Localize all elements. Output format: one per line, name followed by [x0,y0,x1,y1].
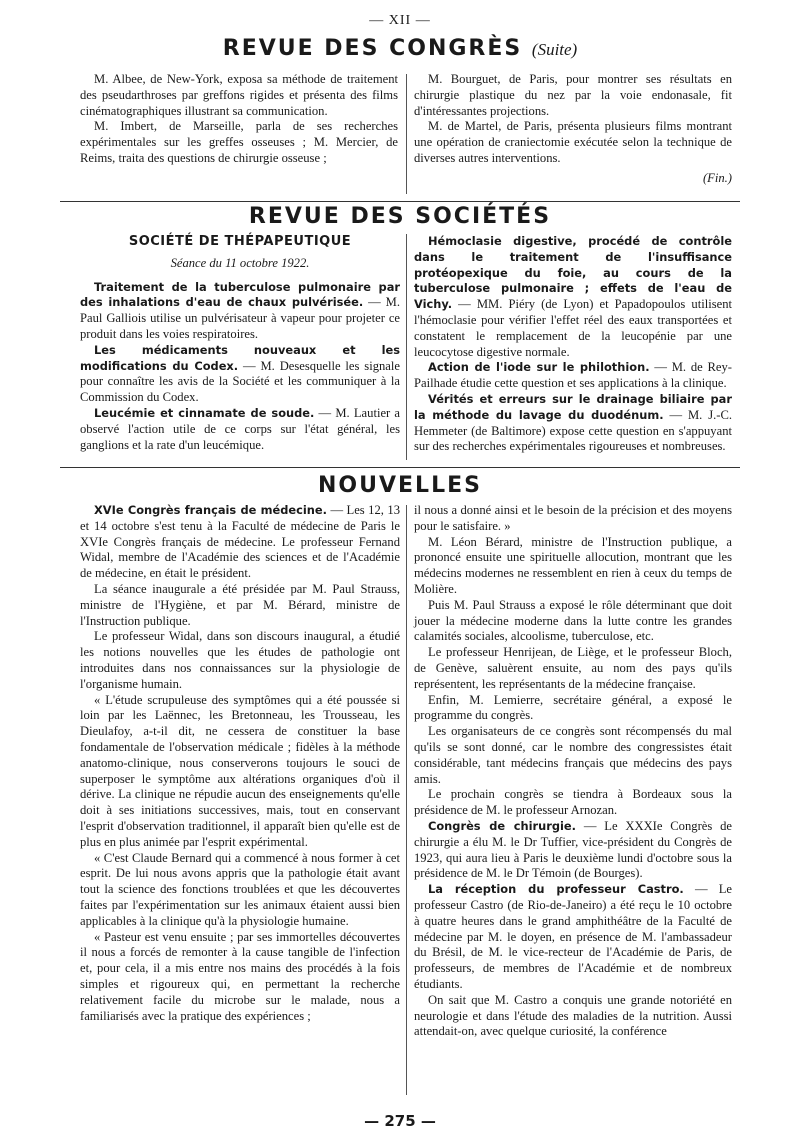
paragraph-text: Enfin, M. Lemierre, secrétaire général, a exposé le programme du congrès. [414,692,732,723]
paragraph [414,993,732,1040]
paragraph-text: Le professeur Widal, dans son discours inaugural, a étudié les notions nouvelles que les études de pathologie ont introduites dans nos connaissances sur la physiologie de l'organisme humain. [80,629,400,691]
paragraph-text: — M. Paul Galliois utilise un pulvérisateur à vapeur pour projeter ce produit dans les voies respiratoires. [80,295,400,341]
paragraph: M. Bourguet, de Paris, pour montrer ses résultats en chirurgie plastique du nez par la voie endonasale, fit d'intéressantes projections. [414,72,732,118]
paragraph-text: Le professeur Henrijean, de Liège, et le professeur Bloch, de Genève, saluèrent ensuite, au nom des pays qu'ils représentent, les représentants de la médecine française. [414,645,732,691]
paragraph-heading: Traitement de la tuberculose pulmonaire par des inhalations d'eau de chaux pulvérisée. [80,279,400,310]
paragraph [414,234,732,360]
paragraph-heading: Leucémie et cinnamate de soude. [94,405,315,420]
nouvelles-title: NOUVELLES [318,473,482,498]
paragraph-text: — M. de Rey-Pailhade étudie cette question et ses applications à la clinique. [414,360,732,391]
paragraph-heading: Les médicaments nouveaux et les modifications du Codex. [80,342,400,373]
paragraph: M. Albee, de New-York, exposa sa méthode de traitement des pseudarthroses par greffons rigides et présenta des films cinématographiques illustrant sa communication. [80,72,398,118]
paragraph: M. de Martel, de Paris, présenta plusieurs films montrant une opération de craniectomie exécutée selon la technique de diverses autres interventions. [414,119,732,165]
paragraph [414,819,732,882]
paragraph-text: « Pasteur est venu ensuite ; par ses immortelles découvertes il nous a forcés de remonter à la cause tangible de l'infection et, pour cela, il a mis entre nos mains des procédés à la fois simples et rigoureux qui, en permettant la recherche relativement facile du microbe sur le malade, nous a familiarisés avec la pratique des expériences ; [80,929,400,1023]
paragraph [414,724,732,787]
paragraph [414,392,732,455]
fin-mark: (Fin.) [702,170,732,185]
paragraph [414,503,732,535]
societes-left-items [80,280,400,454]
societes-left-column [80,234,400,453]
paragraph-text: il nous a donné ainsi et le besoin de la précision et des moyens pour le satisfaire. » [414,503,732,533]
column-divider [406,505,407,1095]
paragraph-text: — Le XXXIe Congrès de chirurgie a élu M. le Dr Tuffier, vice-président du Congrès de 1923, qui aura lieu à Paris le deuxième lundi d'octobre sous la présidence de M. le Dr Témoin (de Bourges). [414,818,732,881]
paragraph-text: — MM. Piéry (de Lyon) et Papadopoulos utilisent l'hémoclasie pour vérifier l'effet réel des eaux transportées et constatent le remplacement de la leucopénie par une leucocytose digestive normale. [414,297,732,359]
congres-left-column [80,72,398,167]
paragraph [80,406,400,453]
seance-date: Séance du 11 octobre 1922. [170,255,310,270]
paragraph [414,535,732,598]
paragraph-heading: Action de l'iode sur le philothion. [428,360,650,375]
paragraph [80,930,400,1025]
page-number: — 275 — [364,1112,436,1130]
paragraph [414,693,732,725]
paragraph-heading: XVIe Congrès français de médecine. [94,503,327,517]
paragraph-text: Puis M. Paul Strauss a exposé le rôle déterminant que doit jouer la médecine moderne dans la lutte contre les grandes calamités sociales, alcoolisme, tuberculose, etc. [414,597,732,644]
paragraph [414,360,732,392]
paragraph-text: Les organisateurs de ce congrès sont récompensés du mal qu'ils se sont donné, car le nombre des congressistes était considérable, tant médecins français que médecins des pays amis. [414,724,732,786]
congres-title: REVUE DES CONGRÈS [222,36,523,61]
paragraph-text: — M. J.-C. Hemmeter (de Baltimore) expose cette question en s'appuyant sur des recherches expérimentales rigoureuses et nombreuses. [414,407,732,454]
paragraph-text: La séance inaugurale a été présidée par M. Paul Strauss, ministre de l'Hygiène, et par M. Bérard, ministre de l'Instruction publique. [80,581,400,628]
column-divider [406,74,407,194]
section-rule [60,201,740,202]
paragraph-text: — M. Desesquelle les signale pour connaître les avis de la Société et les communiquer à la Commission du Codex. [80,358,400,405]
paragraph-heading: Hémoclasie digestive, procédé de contrôle dans le traitement de l'insuffisance protéopexique du foie, au cours de la tuberculose pulmonaire ; effets de l'eau de Vichy. [414,234,732,312]
paragraph-text: « L'étude scrupuleuse des symptômes qui a été poussée si loin par les Laënnec, les Bretonneau, les Trousseau, les Dieulafoy, a-t-il dit, ne cessera de constituer la base fondamentale de l'observation médicale ; fidèles à la méthode anatomo-clinique, nous conserverons toujours le souci de superposer le symptôme aux altérations organiques d'où il dérive. La clinique ne répudie aucun des enseignements qu'elle doit à ses initiations successives, mais, tout en conservant l'esprit d'observation traditionnel, il apparaît bien qu'elle est de plus en plus animée par l'esprit expérimental. [80,692,400,849]
congres-heading [0,36,800,61]
paragraph-text: Le prochain congrès se tiendra à Bordeaux sous la présidence de M. le professeur Arnozan. [414,787,732,818]
societe-subtitle: SOCIÉTÉ DE THÉPAPEUTIQUE [128,234,352,249]
paragraph-heading: Vérités et erreurs sur le drainage biliaire par la méthode du lavage du duodénum. [414,391,732,422]
paragraph [80,629,400,692]
paragraph [80,582,400,629]
paragraph [414,598,732,645]
paragraph [80,503,400,582]
nouvelles-left-column [80,503,400,1024]
paragraph [414,882,732,993]
paragraph [80,851,400,930]
nouvelles-right-column [414,503,732,1040]
paragraph [80,693,400,851]
column-divider [406,234,407,460]
section-rule [60,467,740,468]
societes-right-column [414,234,732,455]
paragraph [414,787,732,819]
paragraph-text: — Le professeur Castro (de Rio-de-Janeiro) a été reçu le 10 octobre à quatre heures dans le grand amphithéâtre de la Faculté de médecine par M. le doyen, en présence de M. l'ambassadeur du Brésil, de M. le vice-recteur de l'Académie de Paris, de professeurs, de membres de l'Académie et de nombreux étudiants. [414,882,732,991]
congres-right-column [414,72,732,187]
paragraph-heading: Congrès de chirurgie. [428,818,576,833]
roman-page-number: — XII — [369,13,431,28]
congres-suite: (Suite) [531,40,578,59]
paragraph-text: On sait que M. Castro a conquis une grande notoriété en neurologie et dans l'étude des maladies de la nutrition. Aussi attendait-on, avec quelque curiosité, la conférence [414,992,732,1039]
paragraph-text: M. Léon Bérard, ministre de l'Instruction publique, a prononcé ensuite une spirituelle allocution, montrant que les médecins modernes ne ressemblent en rien à ceux du temps de Molière. [414,534,732,596]
societes-title: REVUE DES SOCIÉTÉS [248,204,552,229]
paragraph-text: — Les 12, 13 et 14 octobre s'est tenu à la Faculté de médecine de Paris le XVIe Congrès français de médecine. Le professeur Fernand Widal, membre de l'Académie des sciences et de l'Académie de médecine, en était le président. [80,503,400,581]
paragraph [80,280,400,343]
paragraph [80,343,400,406]
paragraph: M. Imbert, de Marseille, parla de ses recherches expérimentales sur les greffes osseuses ; M. Mercier, de Reims, traita des questions de chirurgie osseuse ; [80,119,398,165]
paragraph-heading: La réception du professeur Castro. [428,882,684,897]
paragraph-text: — M. Lautier a observé l'action utile de ce corps sur l'état général, les ganglions et la rate d'un leucémique. [80,405,400,452]
paragraph [414,645,732,692]
paragraph-text: « C'est Claude Bernard qui a commencé à nous former à cet esprit. De lui nous avons appris que la pathologie était avant tout la science des fonctions troublées et que les découvertes faites par l'expérimentation sur les animaux étaient aussi bien applicables à la clinique qu'à la physiologie humaine. [80,850,400,928]
